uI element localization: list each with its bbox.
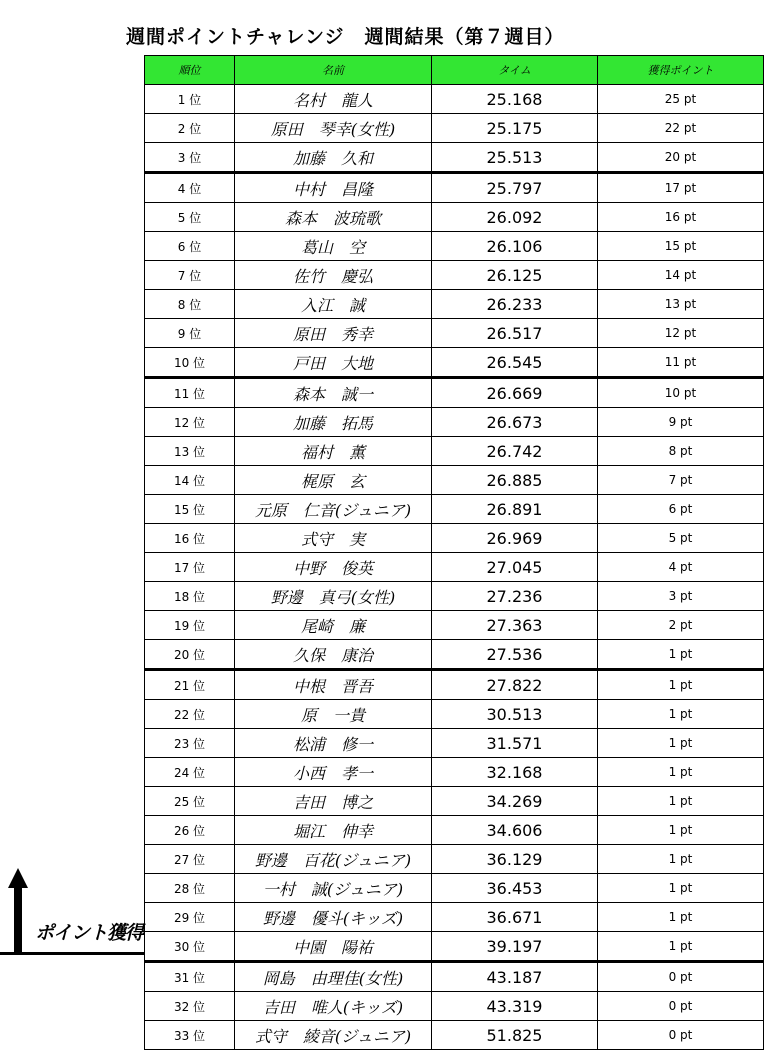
rank-cell: 6 位 <box>145 232 235 261</box>
time-cell: 25.513 <box>432 143 598 173</box>
rank-cell: 10 位 <box>145 348 235 378</box>
rank-cell: 31 位 <box>145 962 235 992</box>
rank-cell: 4 位 <box>145 173 235 203</box>
time-cell: 32.168 <box>432 758 598 787</box>
table-row <box>145 787 764 816</box>
points-cell: 0 pt <box>598 962 764 992</box>
points-cell: 9 pt <box>598 408 764 437</box>
point-cutoff-line <box>0 952 144 955</box>
points-cell: 0 pt <box>598 1021 764 1050</box>
table-row <box>145 992 764 1021</box>
time-cell: 27.536 <box>432 640 598 670</box>
name-cell: 吉田 博之 <box>235 787 432 816</box>
time-cell: 34.269 <box>432 787 598 816</box>
rank-cell: 17 位 <box>145 553 235 582</box>
time-cell: 27.045 <box>432 553 598 582</box>
points-cell: 14 pt <box>598 261 764 290</box>
name-cell: 堀江 伸幸 <box>235 816 432 845</box>
time-cell: 36.671 <box>432 903 598 932</box>
name-cell: 加藤 久和 <box>235 143 432 173</box>
table-row <box>145 611 764 640</box>
name-cell: 原田 秀幸 <box>235 319 432 348</box>
name-cell: 野邊 真弓(女性) <box>235 582 432 611</box>
time-cell: 26.106 <box>432 232 598 261</box>
rank-cell: 19 位 <box>145 611 235 640</box>
time-cell: 26.125 <box>432 261 598 290</box>
table-row <box>145 1021 764 1050</box>
points-cell: 3 pt <box>598 582 764 611</box>
rank-cell: 32 位 <box>145 992 235 1021</box>
name-cell: 中野 俊英 <box>235 553 432 582</box>
header-time: タイム <box>432 56 598 85</box>
points-cell: 1 pt <box>598 845 764 874</box>
results-table <box>144 55 764 1050</box>
name-cell: 葛山 空 <box>235 232 432 261</box>
time-cell: 43.319 <box>432 992 598 1021</box>
points-cell: 1 pt <box>598 816 764 845</box>
rank-cell: 11 位 <box>145 378 235 408</box>
table-row <box>145 232 764 261</box>
time-cell: 26.545 <box>432 348 598 378</box>
table-row <box>145 203 764 232</box>
point-earned-label: ポイント獲得 <box>35 922 144 944</box>
points-cell: 2 pt <box>598 611 764 640</box>
table-header-row <box>145 56 764 85</box>
rank-cell: 18 位 <box>145 582 235 611</box>
name-cell: 野邊 百花(ジュニア) <box>235 845 432 874</box>
points-cell: 5 pt <box>598 524 764 553</box>
rank-cell: 27 位 <box>145 845 235 874</box>
rank-cell: 13 位 <box>145 437 235 466</box>
time-cell: 34.606 <box>432 816 598 845</box>
rank-cell: 20 位 <box>145 640 235 670</box>
table-row <box>145 378 764 408</box>
time-cell: 26.669 <box>432 378 598 408</box>
rank-cell: 24 位 <box>145 758 235 787</box>
name-cell: 一村 誠(ジュニア) <box>235 874 432 903</box>
points-cell: 1 pt <box>598 874 764 903</box>
name-cell: 戸田 大地 <box>235 348 432 378</box>
rank-cell: 30 位 <box>145 932 235 962</box>
time-cell: 26.673 <box>432 408 598 437</box>
name-cell: 岡島 由理佳(女性) <box>235 962 432 992</box>
points-cell: 1 pt <box>598 640 764 670</box>
header-points: 獲得ポイント <box>598 56 764 85</box>
points-cell: 1 pt <box>598 787 764 816</box>
rank-cell: 28 位 <box>145 874 235 903</box>
name-cell: 尾崎 廉 <box>235 611 432 640</box>
name-cell: 松浦 修一 <box>235 729 432 758</box>
points-cell: 10 pt <box>598 378 764 408</box>
time-cell: 26.233 <box>432 290 598 319</box>
name-cell: 中根 晋吾 <box>235 670 432 700</box>
table-row <box>145 348 764 378</box>
time-cell: 51.825 <box>432 1021 598 1050</box>
name-cell: 加藤 拓馬 <box>235 408 432 437</box>
table-row <box>145 495 764 524</box>
rank-cell: 1 位 <box>145 85 235 114</box>
table-row <box>145 670 764 700</box>
time-cell: 31.571 <box>432 729 598 758</box>
name-cell: 式守 実 <box>235 524 432 553</box>
time-cell: 27.363 <box>432 611 598 640</box>
points-cell: 4 pt <box>598 553 764 582</box>
points-cell: 13 pt <box>598 290 764 319</box>
table-row <box>145 816 764 845</box>
table-row <box>145 553 764 582</box>
name-cell: 中村 昌隆 <box>235 173 432 203</box>
rank-cell: 7 位 <box>145 261 235 290</box>
table-row <box>145 437 764 466</box>
rank-cell: 22 位 <box>145 700 235 729</box>
points-cell: 20 pt <box>598 143 764 173</box>
points-cell: 15 pt <box>598 232 764 261</box>
table-row <box>145 640 764 670</box>
name-cell: 入江 誠 <box>235 290 432 319</box>
points-cell: 22 pt <box>598 114 764 143</box>
rank-cell: 12 位 <box>145 408 235 437</box>
rank-cell: 25 位 <box>145 787 235 816</box>
name-cell: 梶原 玄 <box>235 466 432 495</box>
time-cell: 26.517 <box>432 319 598 348</box>
table-row <box>145 114 764 143</box>
time-cell: 27.822 <box>432 670 598 700</box>
rank-cell: 33 位 <box>145 1021 235 1050</box>
points-cell: 17 pt <box>598 173 764 203</box>
table-row <box>145 700 764 729</box>
rank-cell: 26 位 <box>145 816 235 845</box>
rank-cell: 23 位 <box>145 729 235 758</box>
name-cell: 久保 康治 <box>235 640 432 670</box>
points-cell: 1 pt <box>598 700 764 729</box>
time-cell: 25.175 <box>432 114 598 143</box>
table-row <box>145 143 764 173</box>
time-cell: 25.168 <box>432 85 598 114</box>
name-cell: 吉田 唯人(キッズ) <box>235 992 432 1021</box>
time-cell: 26.969 <box>432 524 598 553</box>
name-cell: 野邊 優斗(キッズ) <box>235 903 432 932</box>
time-cell: 39.197 <box>432 932 598 962</box>
points-cell: 1 pt <box>598 932 764 962</box>
points-cell: 11 pt <box>598 348 764 378</box>
name-cell: 佐竹 慶弘 <box>235 261 432 290</box>
table-row <box>145 582 764 611</box>
points-cell: 6 pt <box>598 495 764 524</box>
table-row <box>145 932 764 962</box>
rank-cell: 9 位 <box>145 319 235 348</box>
rank-cell: 15 位 <box>145 495 235 524</box>
time-cell: 25.797 <box>432 173 598 203</box>
name-cell: 森本 誠一 <box>235 378 432 408</box>
up-arrow-shaft <box>14 885 22 953</box>
table-row <box>145 173 764 203</box>
time-cell: 26.885 <box>432 466 598 495</box>
table-row <box>145 85 764 114</box>
header-rank: 順位 <box>145 56 235 85</box>
time-cell: 26.092 <box>432 203 598 232</box>
table-row <box>145 524 764 553</box>
points-cell: 1 pt <box>598 670 764 700</box>
table-row <box>145 408 764 437</box>
points-cell: 25 pt <box>598 85 764 114</box>
time-cell: 30.513 <box>432 700 598 729</box>
name-cell: 福村 薫 <box>235 437 432 466</box>
points-cell: 1 pt <box>598 758 764 787</box>
points-cell: 8 pt <box>598 437 764 466</box>
name-cell: 森本 波琉歌 <box>235 203 432 232</box>
name-cell: 中園 陽祐 <box>235 932 432 962</box>
rank-cell: 8 位 <box>145 290 235 319</box>
rank-cell: 5 位 <box>145 203 235 232</box>
table-row <box>145 758 764 787</box>
points-cell: 1 pt <box>598 903 764 932</box>
rank-cell: 2 位 <box>145 114 235 143</box>
time-cell: 26.891 <box>432 495 598 524</box>
time-cell: 26.742 <box>432 437 598 466</box>
page-title: 週間ポイントチャレンジ 週間結果（第７週目） <box>126 26 565 48</box>
name-cell: 原 一貴 <box>235 700 432 729</box>
table-row <box>145 962 764 992</box>
time-cell: 27.236 <box>432 582 598 611</box>
rank-cell: 3 位 <box>145 143 235 173</box>
points-cell: 7 pt <box>598 466 764 495</box>
table-row <box>145 903 764 932</box>
time-cell: 36.129 <box>432 845 598 874</box>
points-cell: 1 pt <box>598 729 764 758</box>
points-cell: 16 pt <box>598 203 764 232</box>
points-cell: 0 pt <box>598 992 764 1021</box>
rank-cell: 16 位 <box>145 524 235 553</box>
rank-cell: 29 位 <box>145 903 235 932</box>
table-row <box>145 261 764 290</box>
points-cell: 12 pt <box>598 319 764 348</box>
table-row <box>145 466 764 495</box>
table-row <box>145 845 764 874</box>
name-cell: 式守 綾音(ジュニア) <box>235 1021 432 1050</box>
table-row <box>145 729 764 758</box>
name-cell: 小西 孝一 <box>235 758 432 787</box>
time-cell: 43.187 <box>432 962 598 992</box>
time-cell: 36.453 <box>432 874 598 903</box>
table-row <box>145 319 764 348</box>
name-cell: 名村 龍人 <box>235 85 432 114</box>
name-cell: 原田 琴幸(女性) <box>235 114 432 143</box>
rank-cell: 21 位 <box>145 670 235 700</box>
header-name: 名前 <box>235 56 432 85</box>
name-cell: 元原 仁音(ジュニア) <box>235 495 432 524</box>
rank-cell: 14 位 <box>145 466 235 495</box>
table-row <box>145 290 764 319</box>
table-row <box>145 874 764 903</box>
